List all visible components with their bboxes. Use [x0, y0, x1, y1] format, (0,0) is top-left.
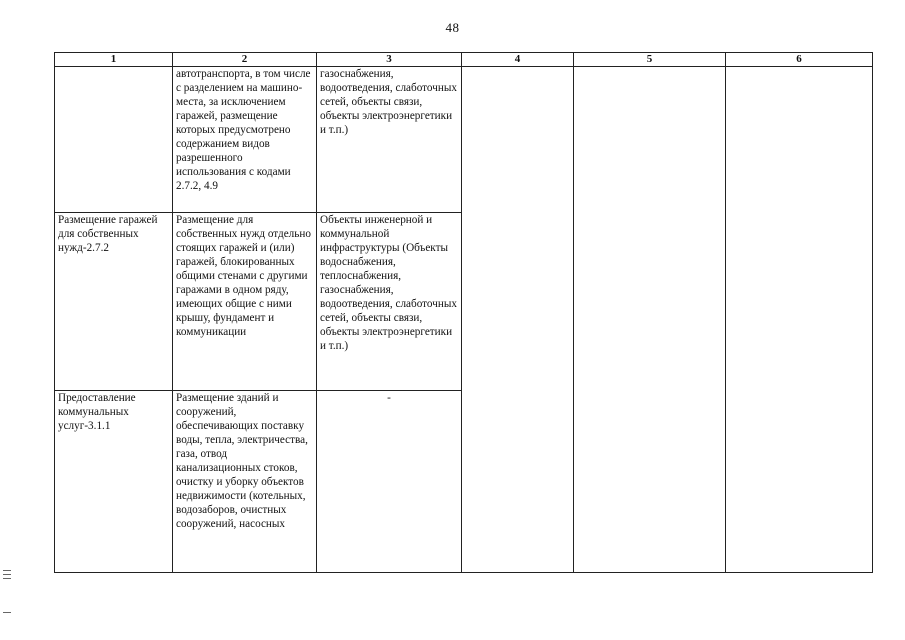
row1-col1-cell [55, 67, 173, 213]
column-header-1: 1 [55, 53, 173, 67]
column-4-cell [462, 67, 574, 573]
row3-col3-dash: - [387, 392, 391, 404]
column-5-cell [574, 67, 726, 573]
column-header-2: 2 [173, 53, 317, 67]
row2-col1-text: Размещение гаражей для собственных нужд-2.7.2 [58, 214, 158, 254]
margin-mark [3, 574, 11, 575]
table-row [55, 67, 873, 213]
row3-col1-cell [55, 391, 173, 573]
column-header-6: 6 [726, 53, 873, 67]
margin-mark [3, 578, 11, 579]
row1-col2-cell [173, 67, 317, 213]
row1-col2-text: автотранспорта, в том числе с разделением на машино-места, за исключением гаражей, размещение которых предусмотрено содержанием видов разрешенного использования с кодами 2.7.2, 4.9 [176, 68, 311, 192]
margin-scan-marks [3, 570, 11, 582]
table-header-row [55, 53, 873, 67]
row1-col3-cell [317, 67, 462, 213]
row2-col2-cell [173, 213, 317, 391]
document-table [54, 52, 873, 573]
row2-col1-cell [55, 213, 173, 391]
row3-col1-text: Предоставление коммунальных услуг-3.1.1 [58, 392, 136, 432]
column-header-5: 5 [574, 53, 726, 67]
margin-mark [3, 570, 11, 571]
row2-col2-text: Размещение для собственных нужд отдельно стоящих гаражей и (или) гаражей, блокированных общими стенами с другими гаражами в одном ряду, имеющих общие с ними крышу, фундамент и коммуникации [176, 214, 311, 338]
row3-col2-cell [173, 391, 317, 573]
column-header-4: 4 [462, 53, 574, 67]
column-header-3: 3 [317, 53, 462, 67]
row2-col3-cell [317, 213, 462, 391]
row1-col3-text: газоснабжения, водоотведения, слаботочных сетей, объекты связи, объекты электроэнергетики и т.п.) [320, 68, 457, 136]
row3-col2-text: Размещение зданий и сооружений, обеспечивающих поставку воды, тепла, электричества, газа, отвод канализационных стоков, очистку и уборку объектов недвижимости (котельных, водозаборов, очистных сооружений, насосных [176, 392, 308, 530]
column-6-cell [726, 67, 873, 573]
row2-col3-text: Объекты инженерной и коммунальной инфраструктуры (Объекты водоснабжения, теплоснабжения, газоснабжения, водоотведения, слаботочных сетей, объекты связи, объекты электроэнергетики и т.п.) [320, 214, 457, 352]
margin-scan-mark-bottom [3, 612, 11, 613]
page-number: 48 [445, 20, 460, 35]
row3-col3-cell [317, 391, 462, 573]
